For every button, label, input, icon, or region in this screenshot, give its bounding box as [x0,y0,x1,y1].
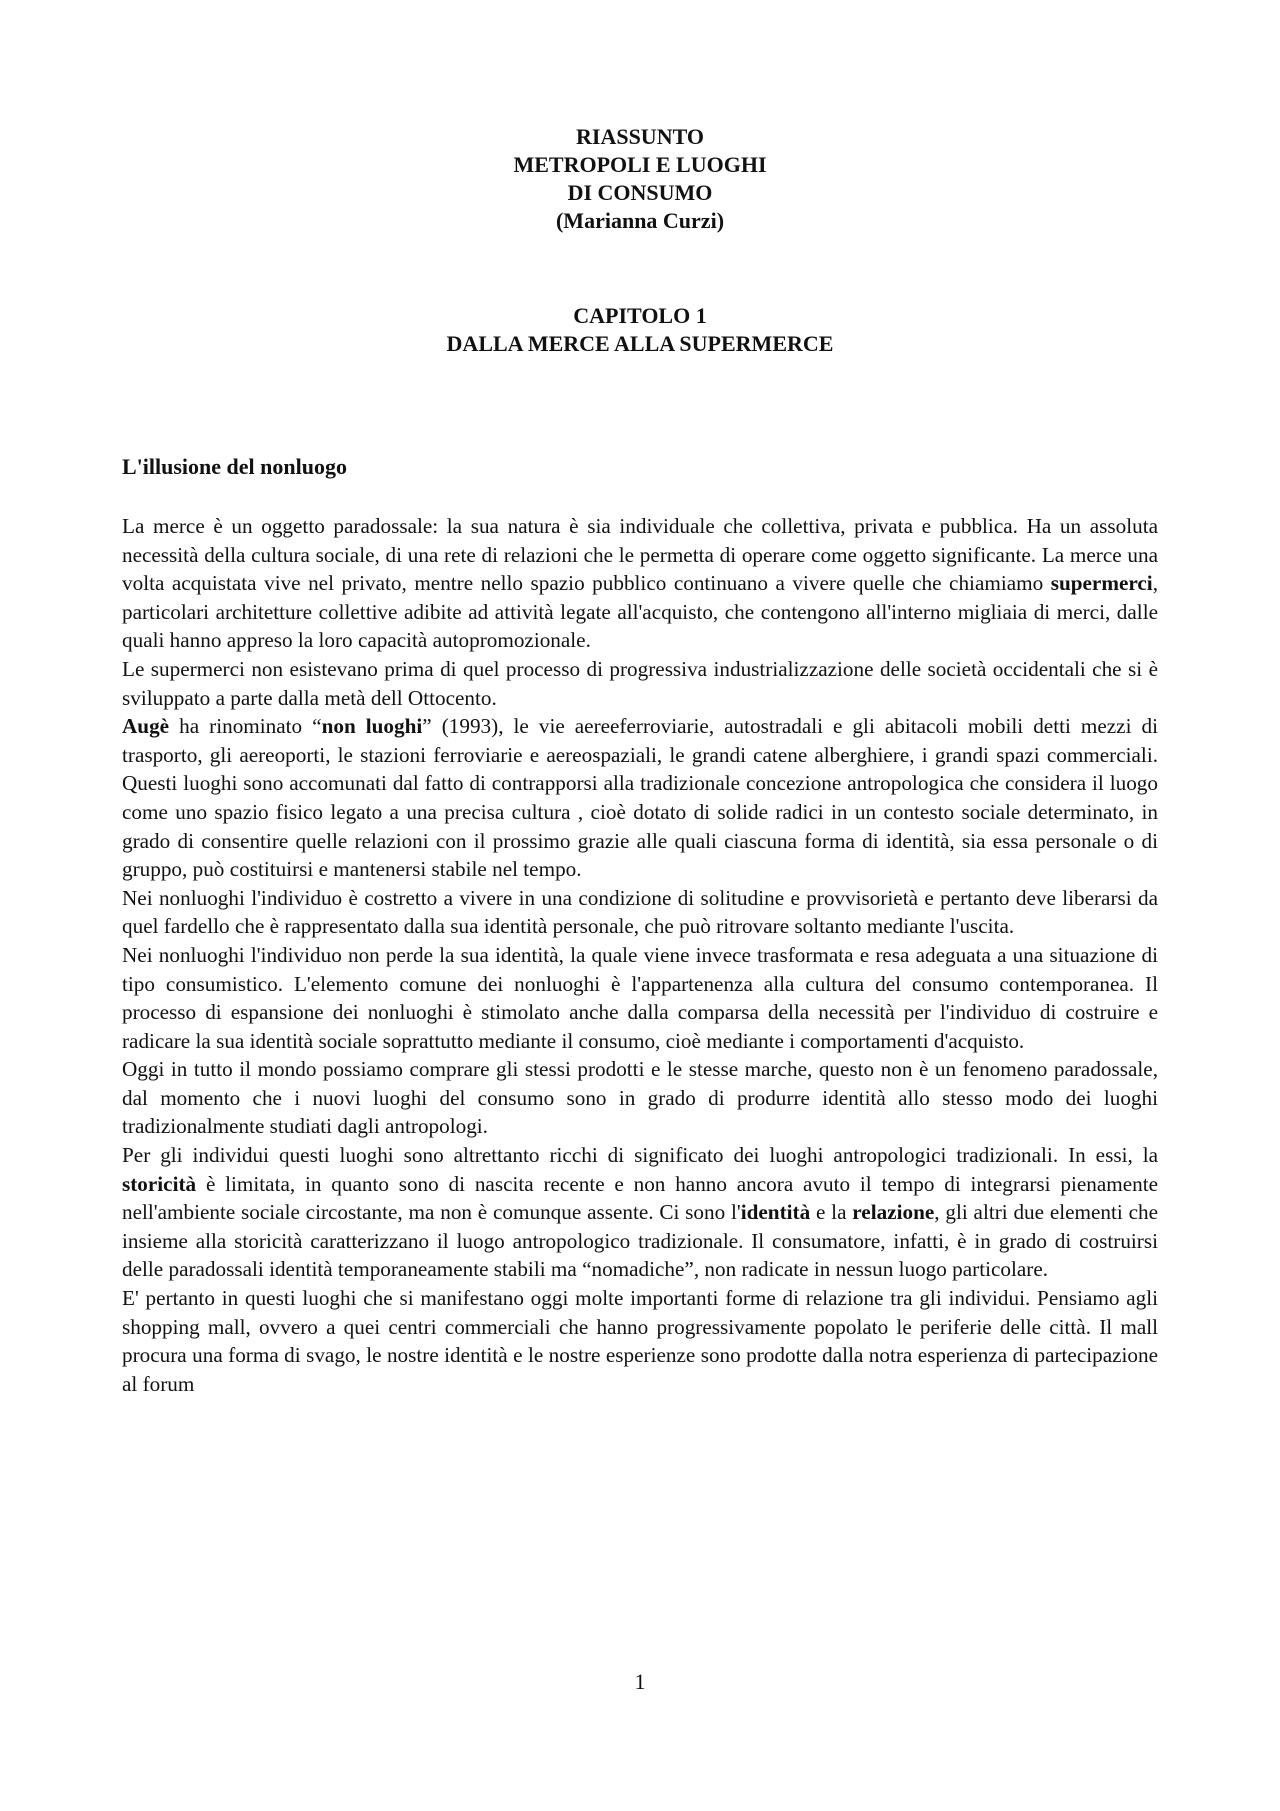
term-non-luoghi: non luoghi [321,714,423,739]
term-storicita: storicità [122,1171,197,1196]
paragraph-2: Le supermerci non esistevano prima di quel processo di progressiva industrializzazione delle società occidentali che si è sviluppato a parte dalla metà dell Ottocento. [122,656,1158,710]
chapter-name: DALLA MERCE ALLA SUPERMERCE [446,331,834,356]
paragraph-7-text-c: è limitata, in quanto sono di nascita recente e non hanno ancora avuto il tempo di integrarsi pienamente nell'ambiente sociale circostante, ma non è comunque assente. Ci sono l' [122,1171,1158,1225]
section-heading: L'illusione del nonluogo [122,454,347,479]
paragraph-3-text-b: ha rinominato “ [169,714,322,739]
title-line-1: RIASSUNTO [576,124,704,149]
body-text [122,512,1158,1398]
paragraph-7 [122,1141,1158,1284]
title-author: (Marianna Curzi) [555,208,725,233]
chapter-heading [0,302,1280,358]
term-identita: identità [740,1200,811,1225]
document-title [0,123,1280,235]
chapter-number: CAPITOLO 1 [573,303,707,328]
paragraph-3-text-d: ” (1993), le vie aereeferroviarie, autostradali e gli abitacoli mobili detti mezzi di trasporto, gli aereoporti, le stazioni ferroviarie e aereospaziali, le grandi catene alberghiere, i grandi spazi commerciali. Questi luoghi sono accomunati dal fatto di contrapporsi alla tradizionale concezione antropologica che considera il luogo come uno spazio fisico legato a una precisa cultura , cioè dotato di solide radici in un contesto sociale determinato, in grado di consentire quelle relazioni con il prossimo grazie alle quali ciascuna forma di identità, sia essa personale o di gruppo, può costituirsi e mantenersi stabile nel tempo. [122,714,1158,882]
term-relazione: relazione [852,1200,935,1225]
paragraph-7-text-e: e la [810,1200,853,1225]
author-auge: Augè [122,714,170,739]
paragraph-4: Nei nonluoghi l'individuo è costretto a vivere in una condizione di solitudine e provvisorietà e pertanto deve liberarsi da quel fardello che è rappresentato dalla sua identità personale, che può ritrovare soltanto mediante l'uscita. [122,885,1158,939]
page-number: 1 [634,1669,646,1694]
title-line-2: METROPOLI E LUOGHI [513,152,767,177]
paragraph-6: Oggi in tutto il mondo possiamo comprare gli stessi prodotti e le stesse marche, questo non è un fenomeno paradossale, dal momento che i nuovi luoghi del consumo sono in grado di produrre identità allo stesso modo dei luoghi tradizionalmente studiati dagli antropologi. [122,1057,1158,1139]
paragraph-5: Nei nonluoghi l'individuo non perde la sua identità, la quale viene invece trasformata e resa adeguata a una situazione di tipo consumistico. L'elemento comune dei nonluoghi è l'appartenenza alla cultura del consumo contemporanea. Il processo di espansione dei nonluoghi è stimolato anche dalla comparsa della necessità per l'individuo di costruire e radicare la sua identità sociale soprattutto mediante il consumo, cioè mediante i comportamenti d'acquisto. [122,942,1158,1053]
paragraph-8: E' pertanto in questi luoghi che si manifestano oggi molte importanti forme di relazione tra gli individui. Pensiamo agli shopping mall, ovvero a quei centri commerciali che hanno progressivamente popolato le periferie delle città. Il mall procura una forma di svago, le nostre identità e le nostre esperienze sono prodotte dalla notra esperienza di partecipazione al forum [122,1286,1158,1396]
paragraph-1 [122,512,1158,655]
term-supermerci: supermerci [1050,571,1153,596]
paragraph-3 [122,712,1158,884]
paragraph-1-text-a: La merce è un oggetto paradossale: la sua natura è sia individuale che collettiva, privata e pubblica. Ha un assoluta necessità della cultura sociale, di una rete di relazioni che le permetta di operare come oggetto significante. La merce una volta acquistata vive nel privato, mentre nello spazio pubblico continuano a vivere quelle che chiamiamo [122,514,1158,596]
paragraph-7-text-g: , gli altri due elementi che insieme alla storicità caratterizzano il luogo antropologico tradizionale. Il consumatore, infatti, è in grado di costruirsi delle paradossali identità temporaneamente stabili ma “nomadiche”, non radicate in nessun luogo particolare. [122,1200,1158,1282]
paragraph-7-text-a: Per gli individui questi luoghi sono altrettanto ricchi di significato dei luoghi antropologici tradizionali. In essi, la [122,1143,1158,1168]
paragraph-1-text-c: , particolari architetture collettive adibite ad attività legate all'acquisto, che contengono all'interno migliaia di merci, dalle quali hanno appreso la loro capacità autopromozionale. [122,571,1158,653]
title-line-3: DI CONSUMO [567,180,713,205]
